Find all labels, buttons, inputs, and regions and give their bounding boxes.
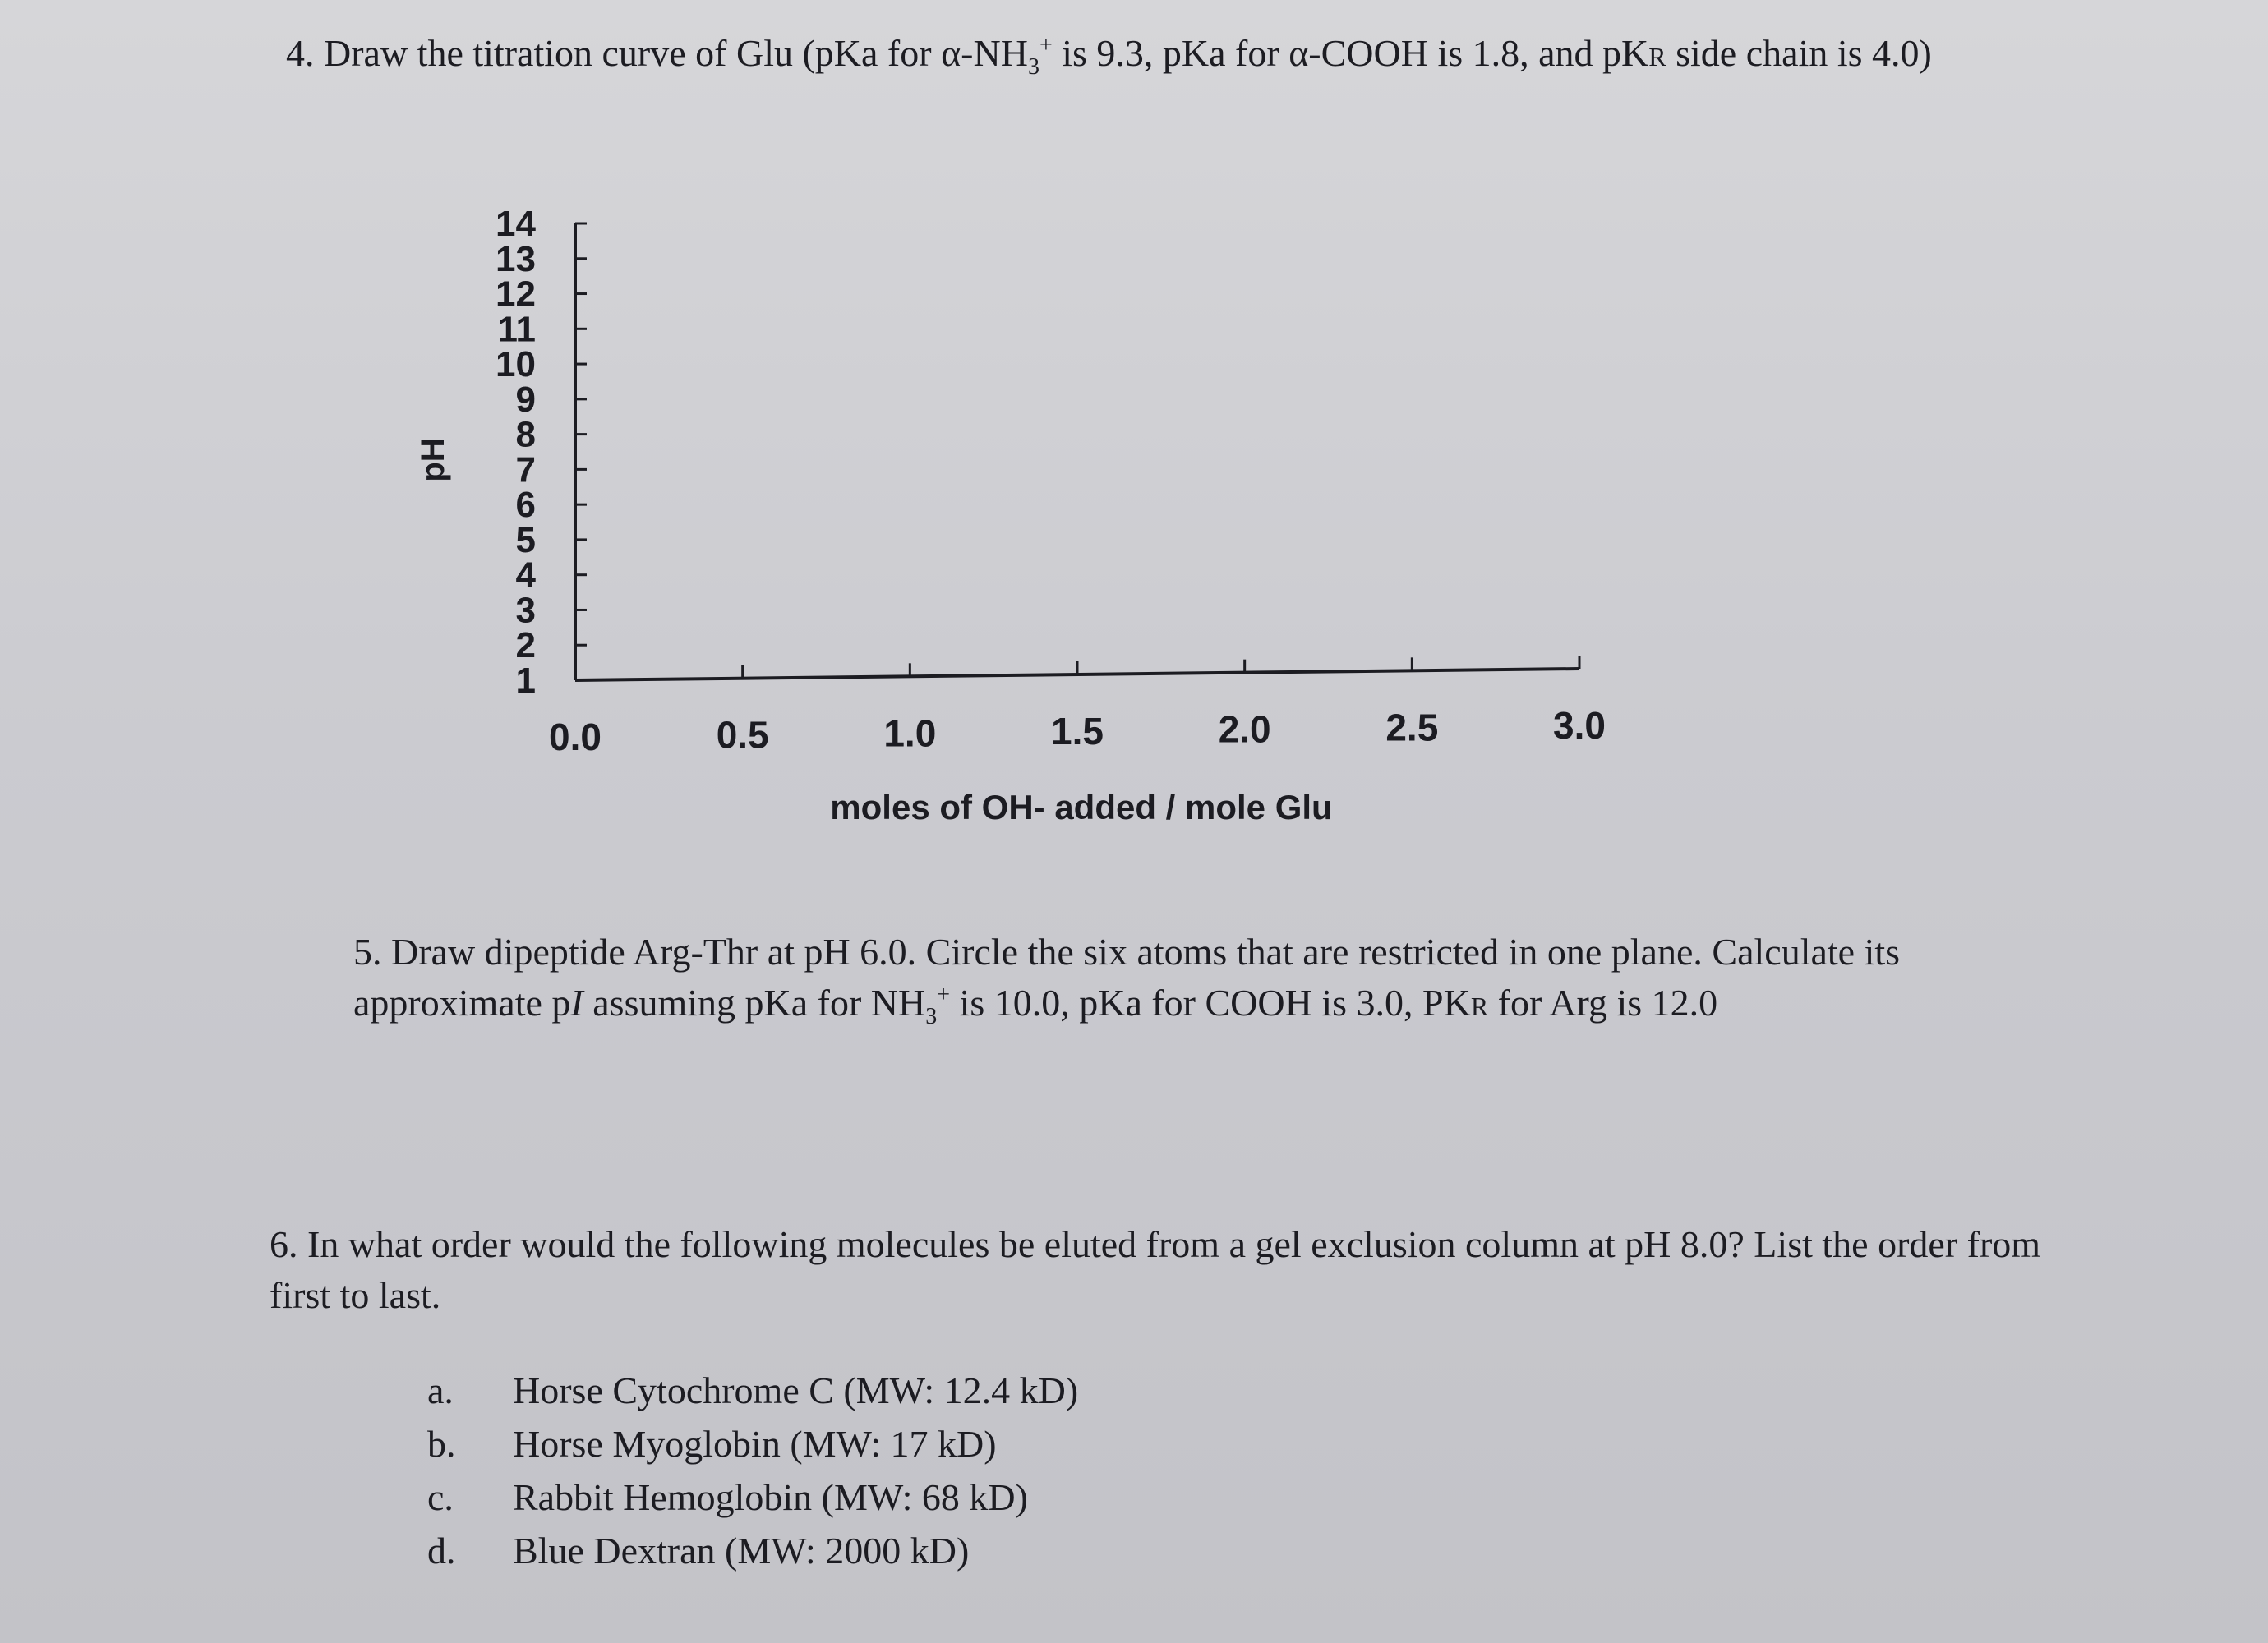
question-5: [353, 927, 2063, 1032]
y-tick-label: 2: [515, 625, 536, 666]
q5-text-2: assuming pKa for NH: [583, 982, 926, 1024]
y-tick-label: 4: [515, 555, 536, 596]
q4-text-3: side chain is 4.0): [1666, 32, 1932, 74]
q4-subscript: 3: [1027, 54, 1040, 81]
q4-text-2: is 9.3, pKa for α-COOH is 1.8, and pK: [1052, 32, 1649, 74]
list-item: [427, 1470, 1078, 1524]
list-item: [427, 1524, 1078, 1577]
list-item: [427, 1364, 1078, 1417]
option-letter: c.: [427, 1476, 454, 1518]
chart-axes: [496, 204, 1606, 758]
y-tick-label: 12: [496, 274, 536, 315]
x-tick-label: 0.0: [549, 716, 602, 758]
y-tick-label: 1: [515, 660, 536, 701]
q4-text: 4. Draw the titration curve of Glu (pKa for α-NH: [286, 32, 1028, 74]
q4-small-caps: R: [1648, 42, 1666, 71]
y-tick-label: 7: [515, 449, 536, 490]
q5-text-3: is 10.0, pKa for COOH is 3.0, PK: [950, 982, 1471, 1024]
option-text: Horse Cytochrome C (MW: 12.4 kD): [513, 1369, 1079, 1411]
y-tick-label: 8: [515, 414, 536, 455]
q6-options: [427, 1364, 1078, 1577]
option-text: Rabbit Hemoglobin (MW: 68 kD): [513, 1476, 1028, 1518]
x-tick-label: 2.0: [1218, 707, 1271, 751]
y-tick-label: 6: [515, 485, 536, 526]
q5-subscript: 3: [925, 1004, 938, 1030]
option-text: Blue Dextran (MW: 2000 kD): [513, 1530, 970, 1572]
x-tick-label: 2.5: [1385, 706, 1439, 749]
q5-text-4: for Arg is 12.0: [1488, 982, 1718, 1024]
x-tick-label: 0.5: [716, 713, 769, 757]
q6-text: 6. In what order would the following molecules be eluted from a gel exclusion column at pH 8.0? List the order from first to last.: [270, 1223, 2041, 1316]
x-axis-label: moles of OH- added / mole Glu: [830, 788, 1333, 826]
question-6: [270, 1219, 2077, 1321]
x-tick-label: 1.0: [883, 711, 937, 755]
y-tick-label: 10: [496, 344, 536, 385]
q5-italic-i: I: [570, 982, 583, 1024]
option-letter: d.: [427, 1530, 456, 1572]
x-tick-label: 3.0: [1553, 704, 1606, 747]
q4-superscript: +: [1039, 32, 1053, 58]
y-tick-label: 9: [515, 379, 536, 420]
x-tick-label: 1.5: [1051, 710, 1104, 752]
y-tick-label: 11: [497, 309, 536, 350]
q5-small-caps: R: [1470, 992, 1489, 1021]
q5-superscript: +: [937, 982, 951, 1008]
q5-text: 5. Draw dipeptide Arg-Thr at pH 6.0. Circle the six atoms that are restricted in one plane. Calculate its approximate p: [353, 931, 1901, 1024]
y-axis-label: pH: [415, 438, 451, 482]
y-tick-label: 3: [515, 590, 536, 631]
option-text: Horse Myoglobin (MW: 17 kD): [513, 1423, 997, 1465]
y-tick-label: 5: [515, 519, 536, 560]
option-letter: a.: [427, 1369, 454, 1411]
option-letter: b.: [427, 1423, 456, 1465]
y-tick-label: 13: [496, 238, 536, 279]
list-item: [427, 1417, 1078, 1470]
y-tick-label: 14: [496, 204, 536, 244]
